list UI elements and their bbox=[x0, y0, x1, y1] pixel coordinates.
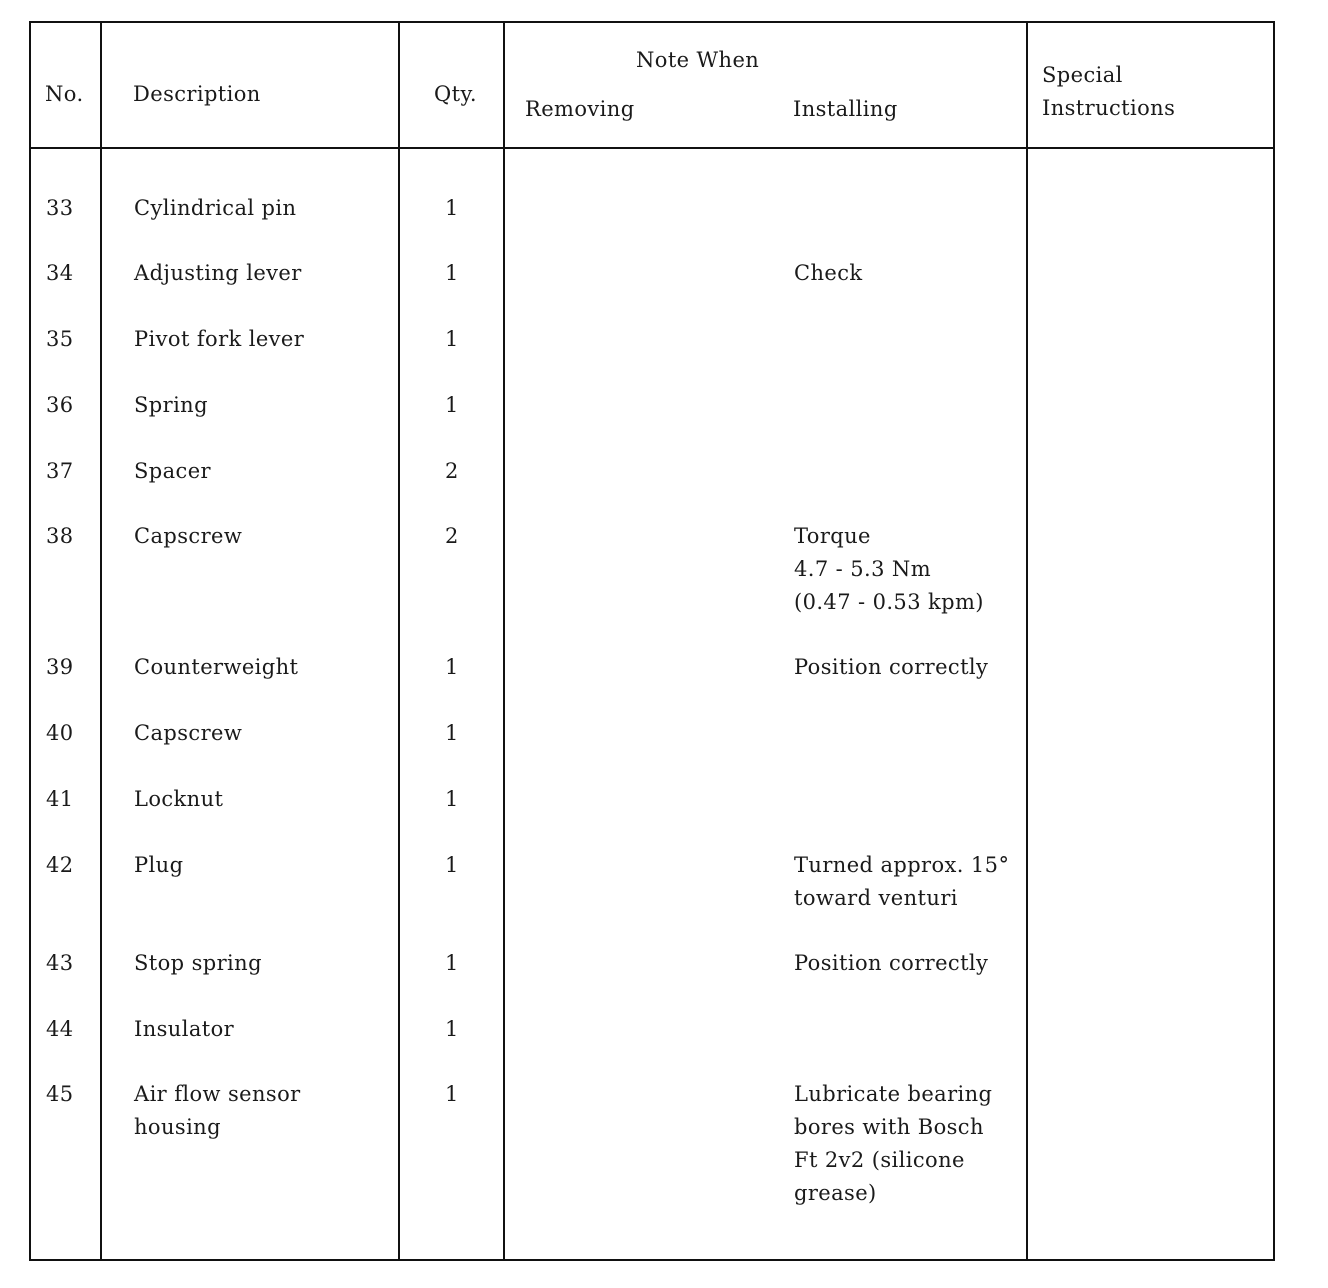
header-special: Special bbox=[1042, 63, 1123, 87]
column-divider-qty bbox=[503, 21, 505, 1261]
row-qty: 1 bbox=[445, 787, 459, 811]
row-installing-note: Torque bbox=[794, 524, 871, 548]
row-description: Counterweight bbox=[134, 655, 299, 679]
row-number: 45 bbox=[46, 1082, 74, 1106]
row-description: Capscrew bbox=[134, 721, 243, 745]
row-description: Locknut bbox=[134, 787, 224, 811]
row-number: 41 bbox=[46, 787, 74, 811]
header-no: No. bbox=[45, 82, 84, 106]
row-qty: 1 bbox=[445, 721, 459, 745]
row-number: 44 bbox=[46, 1017, 74, 1041]
row-number: 37 bbox=[46, 459, 74, 483]
row-installing-note: grease) bbox=[794, 1181, 877, 1205]
row-number: 40 bbox=[46, 721, 74, 745]
row-qty: 2 bbox=[445, 524, 459, 548]
header-description: Description bbox=[133, 82, 261, 106]
row-number: 39 bbox=[46, 655, 74, 679]
row-description: Spacer bbox=[134, 459, 211, 483]
row-installing-note: Position correctly bbox=[794, 655, 989, 679]
column-divider-note bbox=[1026, 21, 1028, 1261]
row-installing-note: Check bbox=[794, 261, 863, 285]
row-description: Insulator bbox=[134, 1017, 235, 1041]
row-description: housing bbox=[134, 1115, 221, 1139]
row-installing-note: toward venturi bbox=[794, 886, 958, 910]
row-number: 43 bbox=[46, 951, 74, 975]
header-instructions: Instructions bbox=[1042, 96, 1176, 120]
row-qty: 1 bbox=[445, 853, 459, 877]
row-qty: 1 bbox=[445, 951, 459, 975]
row-qty: 1 bbox=[445, 393, 459, 417]
row-installing-note: (0.47 - 0.53 kpm) bbox=[794, 590, 984, 614]
row-installing-note: Turned approx. 15° bbox=[794, 853, 1010, 877]
row-description: Plug bbox=[134, 853, 184, 877]
row-installing-note: Lubricate bearing bbox=[794, 1082, 993, 1106]
row-installing-note: 4.7 - 5.3 Nm bbox=[794, 557, 932, 581]
row-number: 35 bbox=[46, 327, 74, 351]
header-divider bbox=[29, 147, 1275, 149]
header-removing: Removing bbox=[525, 97, 635, 121]
row-installing-note: bores with Bosch bbox=[794, 1115, 984, 1139]
row-number: 36 bbox=[46, 393, 74, 417]
row-description: Spring bbox=[134, 393, 208, 417]
row-description: Adjusting lever bbox=[134, 261, 302, 285]
column-divider-no bbox=[100, 21, 102, 1261]
row-qty: 1 bbox=[445, 196, 459, 220]
row-number: 33 bbox=[46, 196, 74, 220]
row-number: 38 bbox=[46, 524, 74, 548]
row-number: 42 bbox=[46, 853, 74, 877]
row-installing-note: Position correctly bbox=[794, 951, 989, 975]
row-installing-note: Ft 2v2 (silicone bbox=[794, 1148, 965, 1172]
row-description: Capscrew bbox=[134, 524, 243, 548]
row-number: 34 bbox=[46, 261, 74, 285]
row-qty: 1 bbox=[445, 655, 459, 679]
header-installing: Installing bbox=[793, 97, 898, 121]
column-divider-description bbox=[398, 21, 400, 1261]
row-qty: 2 bbox=[445, 459, 459, 483]
row-description: Cylindrical pin bbox=[134, 196, 297, 220]
row-qty: 1 bbox=[445, 1082, 459, 1106]
header-note-when: Note When bbox=[636, 48, 760, 72]
header-qty: Qty. bbox=[434, 82, 478, 106]
row-description: Stop spring bbox=[134, 951, 262, 975]
row-description: Air flow sensor bbox=[134, 1082, 301, 1106]
row-qty: 1 bbox=[445, 1017, 459, 1041]
row-qty: 1 bbox=[445, 261, 459, 285]
row-description: Pivot fork lever bbox=[134, 327, 305, 351]
row-qty: 1 bbox=[445, 327, 459, 351]
